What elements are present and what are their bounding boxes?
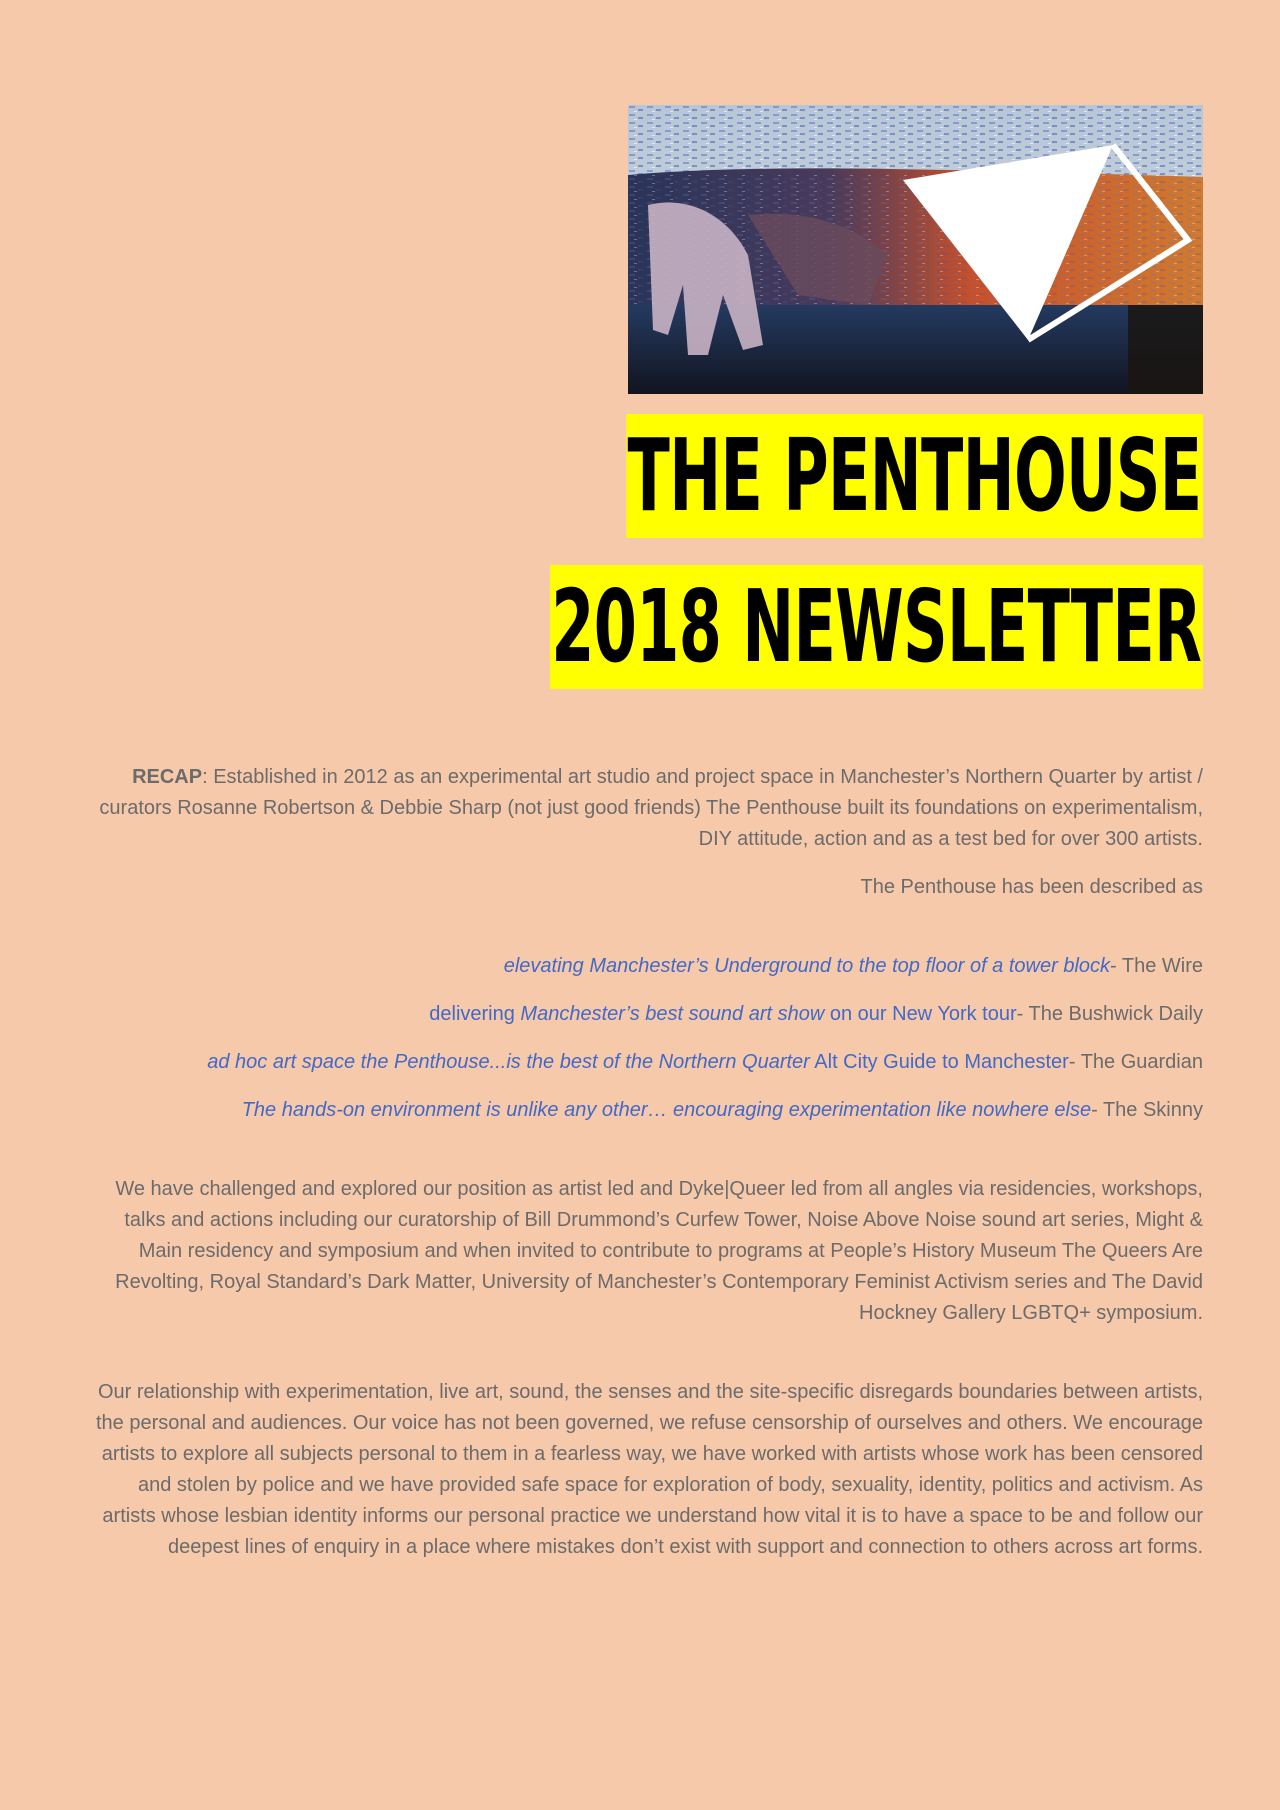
page-title-line-2: 2018 NEWSLETTER [550,565,1203,689]
quote-source: - The Guardian [1068,1051,1203,1073]
quote-source: - The Bushwick Daily [1016,1003,1203,1025]
experimentation-paragraph: Our relationship with experimentation, live art, sound, the senses and the site-specific disregards boundaries between artists, the personal and audiences. Our voice has not been governed, we refuse censorship of ourselves and others. We encourage artists to explore all subjects personal to them in a fearless way, we have worked with artists whose work has been censored and stolen by police and we have provided safe space for exploration of body, sexuality, identity, politics and activism. As artists whose lesbian identity informs our personal practice we understand how vital it is to have a space to be and follow our deepest lines of enquiry in a place where mistakes don’t exist with support and connection to others across art forms. [96,1381,1203,1558]
quote-italic[interactable]: Manchester’s best sound art show [520,1003,825,1025]
quote-italic[interactable]: elevating Manchester’s Underground to the top floor of a tower block [503,955,1111,977]
quote-item [80,1095,1203,1126]
title-line-2-wrap [150,565,1203,689]
quote-source: - The Skinny [1091,1099,1203,1121]
page-title-line-1: THE PENTHOUSE [627,414,1203,538]
quote-source: - The Wire [1110,955,1203,977]
quote-italic[interactable]: ad hoc art space the Penthouse...is the best of the Northern Quarter [207,1051,810,1073]
quote-item [80,951,1203,982]
quote-item [80,1047,1203,1078]
hero-image [628,105,1203,394]
quote-post[interactable]: on our New York tour [824,1003,1017,1025]
quote-pre[interactable]: delivering [429,1003,521,1025]
recap-paragraph [80,762,1203,855]
residencies-paragraph: We have challenged and explored our position as artist led and Dyke|Queer led from all angles via residencies, workshops, talks and actions including our curatorship of Bill Drummond’s Curfew Tower, Noise Above Noise sound art series, Might & Main residency and symposium and when invited to contribute to programs at People’s History Museum The Queers Are Revolting, Royal Standard’s Dark Matter, University of Manchester’s Contemporary Feminist Activism series and The David Hockney Gallery LGBTQ+ symposium. [115,1178,1203,1324]
hero-artwork [628,105,1203,394]
described-as-text: The Penthouse has been described as [860,876,1203,898]
recap-text: : Established in 2012 as an experimental art studio and project space in Manchester’s Northern Quarter by artist / curators Rosanne Robertson & Debbie Sharp (not just good friends) The Penthouse built its foundations on experimentalism, DIY attitude, action and as a test bed for over 300 artists. [99,766,1203,850]
title-line-1-wrap [273,414,1203,538]
quote-post[interactable]: Alt City Guide to Manchester [809,1051,1069,1073]
newsletter-body [80,762,1203,1563]
quote-italic[interactable]: The hands-on environment is unlike any other… encouraging experimentation like nowhere else [241,1099,1092,1121]
quote-item [80,999,1203,1030]
recap-label: RECAP [132,766,203,788]
